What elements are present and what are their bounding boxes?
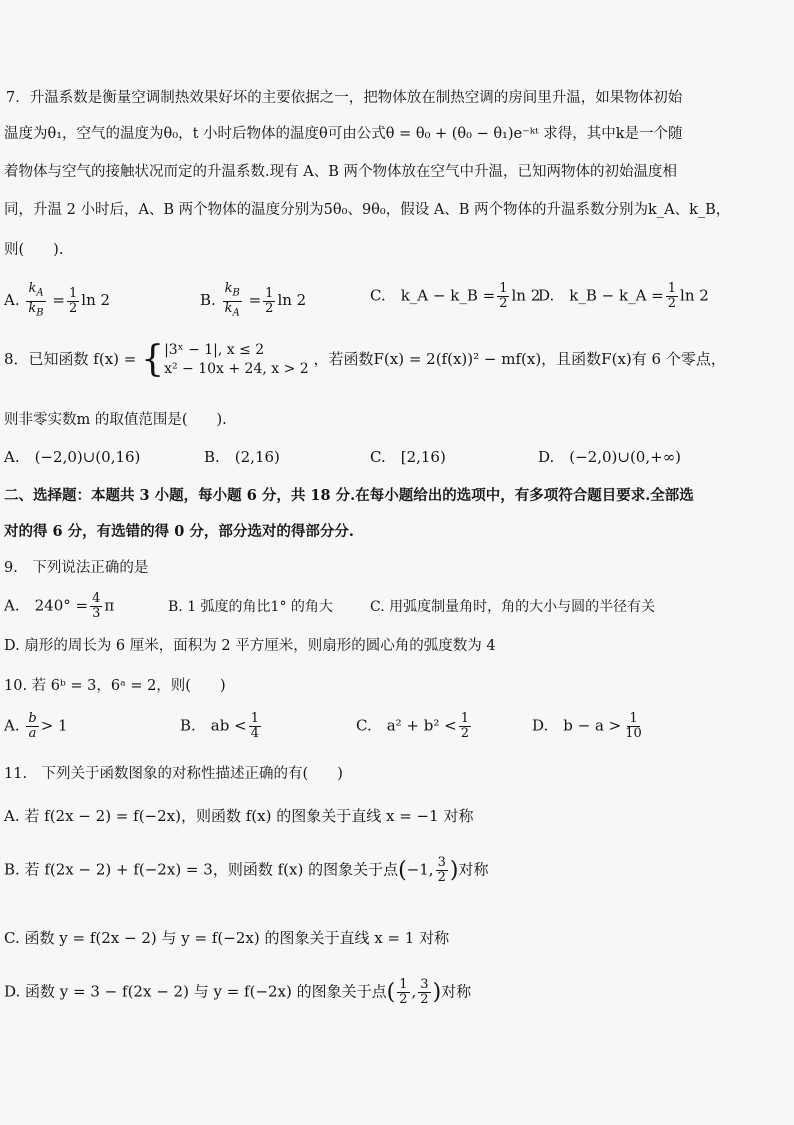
- q10-option-b: B. ab < $\frac{1}{4}$: [180, 711, 259, 741]
- q7-option-a-ratio: $\frac{k_A}{k_B}$: [28, 281, 44, 319]
- q8-case-1: |3ˣ − 1|, x ≤ 2: [164, 342, 265, 358]
- q8-piecewise: { |3ˣ − 1|, x ≤ 2 x² − 10x + 24, x > 2: [141, 339, 309, 380]
- q9-option-c: C. 用弧度制量角时，角的大小与圆的半径有关: [370, 599, 656, 615]
- q11-option-b: B. 若 f(2x − 2) + f(−2x) = 3，则函数 f(x) 的图象关于点(−1, $\frac{3}{2}$ )对称: [4, 855, 489, 885]
- q7-line-4: 同，升温 2 小时后，A、B 两个物体的温度分别为5θ₀、9θ₀，假设 A、B 两个物体的升温系数分别为k_A、k_B，: [4, 202, 731, 218]
- q7-line-2: 温度为θ₁，空气的温度为θ₀，t 小时后物体的温度θ可由公式θ = θ₀ + (θ₀ − θ₁)e⁻ᵏᵗ 求得，其中k是一个随: [4, 126, 683, 142]
- q10-option-d: D. b − a > $\frac{1}{10}$: [532, 711, 642, 741]
- q9-option-a: A. 240° = $\frac{4}{3}$ π: [4, 591, 115, 621]
- q8-line-2: 则非零实数m 的取值范围是( ).: [4, 412, 227, 428]
- q7-option-a-half: $\frac{1}{2}$: [68, 285, 78, 316]
- q10-stem: 10. 若 6ᵇ = 3，6ᵃ = 2，则( ): [4, 678, 226, 694]
- q7-option-c-half: $\frac{1}{2}$: [499, 281, 508, 311]
- q10-option-c: C. a² + b² < $\frac{1}{2}$: [356, 711, 470, 741]
- q11-option-a: A. 若 f(2x − 2) = f(−2x)，则函数 f(x) 的图象关于直线 x = −1 对称: [4, 807, 474, 825]
- q7-line-1: 7．升温系数是衡量空调制热效果好坏的主要依据之一，把物体放在制热空调的房间里升温，如果物体初始: [6, 90, 683, 106]
- section-2-header-line-2: 对的得 6 分，有选错的得 0 分，部分选对的得部分分.: [4, 523, 354, 540]
- q9-stem: 9. 下列说法正确的是: [4, 560, 149, 576]
- q7-option-a-label: A.: [4, 291, 20, 310]
- q8-case-2: x² − 10x + 24, x > 2: [164, 361, 309, 377]
- q7-option-b-half: $\frac{1}{2}$: [265, 285, 274, 316]
- section-2-header-line-1: 二、选择题：本题共 3 小题，每小题 6 分，共 18 分.在每小题给出的选项中，有多项符合题目要求.全部选: [4, 487, 694, 504]
- q8-stem: 8．已知函数 f(x) = { |3ˣ − 1|, x ≤ 2 x² − 10x + 24, x > 2 ，若函数F(x) = 2(f(x))² − mf(x)，且函数F(x)有 6 个零点，: [4, 339, 726, 380]
- q7-option-c: C. k_A − k_B = $\frac{1}{2}$ ln 2: [370, 281, 541, 311]
- q8-option-b: B. (2,16): [204, 448, 280, 466]
- q11-stem: 11. 下列关于函数图象的对称性描述正确的有( ): [4, 766, 343, 782]
- q8-option-d: D. (−2,0)∪(0,+∞): [538, 448, 682, 466]
- q8-option-a: A. (−2,0)∪(0,16): [4, 448, 141, 466]
- q7-line-3: 着物体与空气的接触状况而定的升温系数.现有 A、B 两个物体放在空气中升温，已知两物体的初始温度相: [4, 164, 677, 180]
- q7-line-5: 则( ).: [4, 242, 64, 258]
- q9-option-d: D. 扇形的周长为 6 厘米，面积为 2 平方厘米，则扇形的圆心角的弧度数为 4: [4, 638, 496, 654]
- q7-option-d-half: $\frac{1}{2}$: [667, 281, 677, 311]
- q10-option-a: A. $\frac{b}{a}$ > 1: [4, 711, 68, 741]
- q7-option-d: D. k_B − k_A = $\frac{1}{2}$ ln 2: [538, 281, 709, 311]
- q7-option-a: A. $\frac{k_A}{k_B}$ = $\frac{1}{2}$ ln 2: [4, 281, 111, 319]
- q7-option-b-ratio: $\frac{k_B}{k_A}$: [224, 281, 240, 319]
- q11-option-d: D. 函数 y = 3 − f(2x − 2) 与 y = f(−2x) 的图象关于点( $\frac{1}{2}$ , $\frac{3}{2}$ )对称: [4, 977, 472, 1007]
- q7-option-b-label: B.: [200, 291, 216, 310]
- q8-option-c: C. [2,16): [370, 448, 446, 466]
- q11-option-c: C. 函数 y = f(2x − 2) 与 y = f(−2x) 的图象关于直线 x = 1 对称: [4, 929, 450, 947]
- q7-option-b: B. $\frac{k_B}{k_A}$ = $\frac{1}{2}$ ln 2: [200, 281, 307, 319]
- q9-option-b: B. 1 弧度的角比1° 的角大: [168, 599, 333, 615]
